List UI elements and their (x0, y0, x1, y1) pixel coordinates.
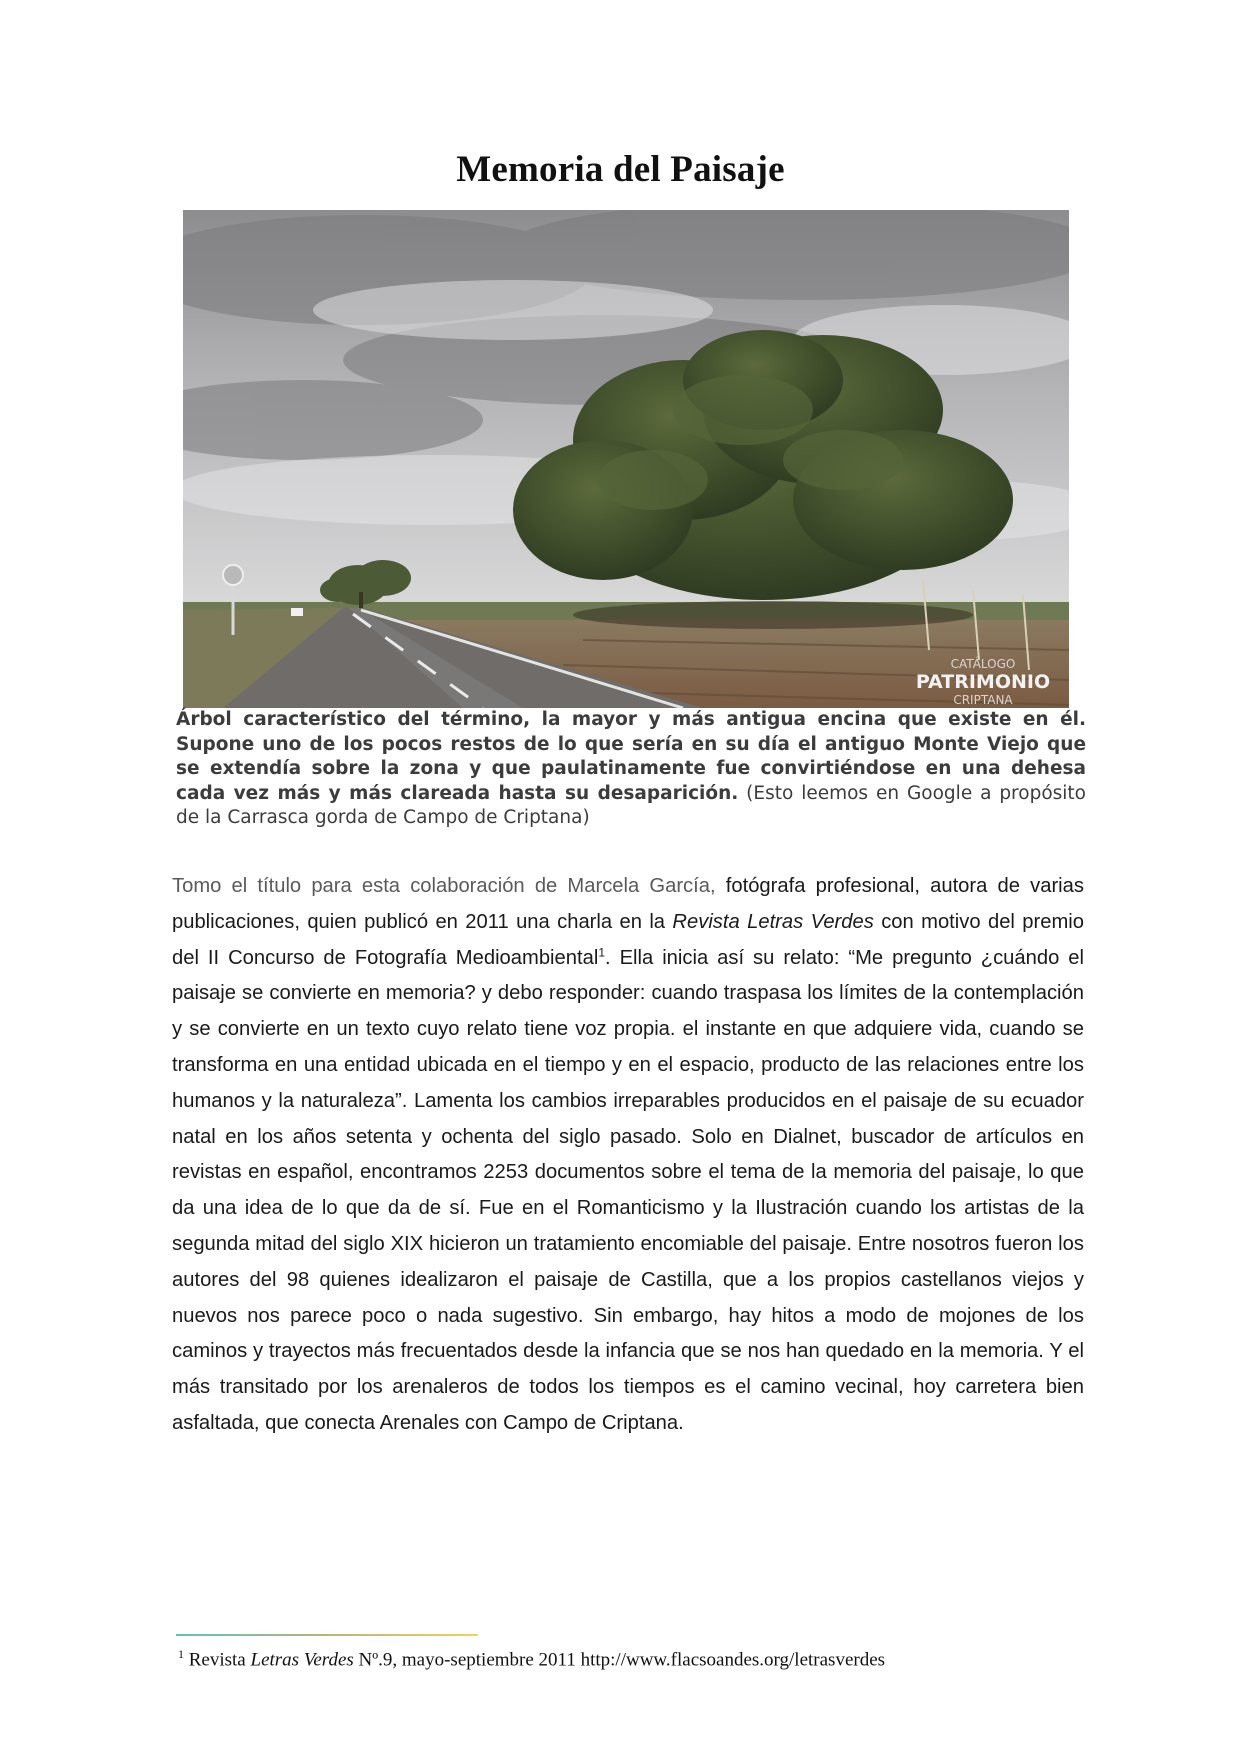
body-part-1: fotógrafa profesional, autora de varias publicaciones, quien publicó en 2011 una charla en la (172, 875, 1084, 933)
footnote-number: 1 (178, 1647, 184, 1661)
caption-source-note: (Esto leemos en Google a propósito de la Carrasca gorda de Campo de Criptana) (176, 782, 1086, 828)
footnote-divider (176, 1634, 478, 1636)
footnote-prefix: Revista (184, 1649, 251, 1671)
watermark-top: CATÁLOGO (950, 657, 1016, 671)
body-part-3: . Ella inicia así su relato: “Me pregunto ¿cuándo el paisaje se convierte en memoria? y debo responder: cuando traspasa los límites de la contemplación y se convierte en un texto cuyo relato tiene voz propia. el instante en que adquiere vida, cuando se transforma en una entidad ubicada en el tiempo y en el espacio, producto de las relaciones entre los humanos y la naturaleza”. Lamenta los cambios irreparables producidos en el paisaje de su ecuador natal en los años setenta y ochenta del siglo pasado. Solo en Dialnet, buscador de artículos en revistas en español, encontramos 2253 documentos sobre el tema de la memoria del paisaje, lo que da una idea de lo que da de sí. Fue en el Romanticismo y la Ilustración cuando los artistas de la segunda mitad del siglo XIX hicieron un tratamiento encomiable del paisaje. Entre nosotros fueron los autores del 98 quienes idealizaron el paisaje de Castilla, que a los propios castellanos viejos y nuevos nos parece poco o nada sugestivo. Sin embargo, hay hitos a modo de mojones de los caminos y trayectos más frecuentados desde la infancia que se nos han quedado en la memoria. Y el más transitado por los arenaleros de todos los tiempos es el camino vecinal, hoy carretera bien asfaltada, que conecta Arenales con Campo de Criptana. (172, 946, 1084, 1434)
footnote-journal: Letras Verdes (250, 1649, 354, 1671)
photo-caption (176, 708, 1086, 831)
watermark-main: PATRIMONIO (915, 671, 1051, 693)
footnote-suffix: Nº.9, mayo-septiembre 2011 http://www.flacsoandes.org/letrasverdes (353, 1649, 886, 1671)
page-title: Memoria del Paisaje (456, 149, 785, 190)
footnote (178, 1647, 1078, 1671)
footnote-reference[interactable]: 1 (598, 944, 606, 959)
body-part-2: con motivo del premio del II Concurso de Fotografía Medioambiental (172, 910, 1084, 969)
landscape-photo (183, 210, 1069, 708)
body-lead: Tomo el título para esta colaboración de Marcela García, (172, 875, 726, 897)
body-journal-title: Revista Letras Verdes (672, 910, 874, 933)
caption-bold-text: Árbol característico del término, la mayor y más antigua encina que existe en él. Supone uno de los pocos restos de lo que sería en su día el antiguo Monte Viejo que se extendía sobre la zona y que paulatinamente fue convirtiéndose en una dehesa cada vez más y más clareada hasta su desaparición. (176, 709, 1086, 804)
watermark-bottom: CRIPTANA (953, 693, 1013, 707)
body-paragraph (172, 869, 1084, 1442)
